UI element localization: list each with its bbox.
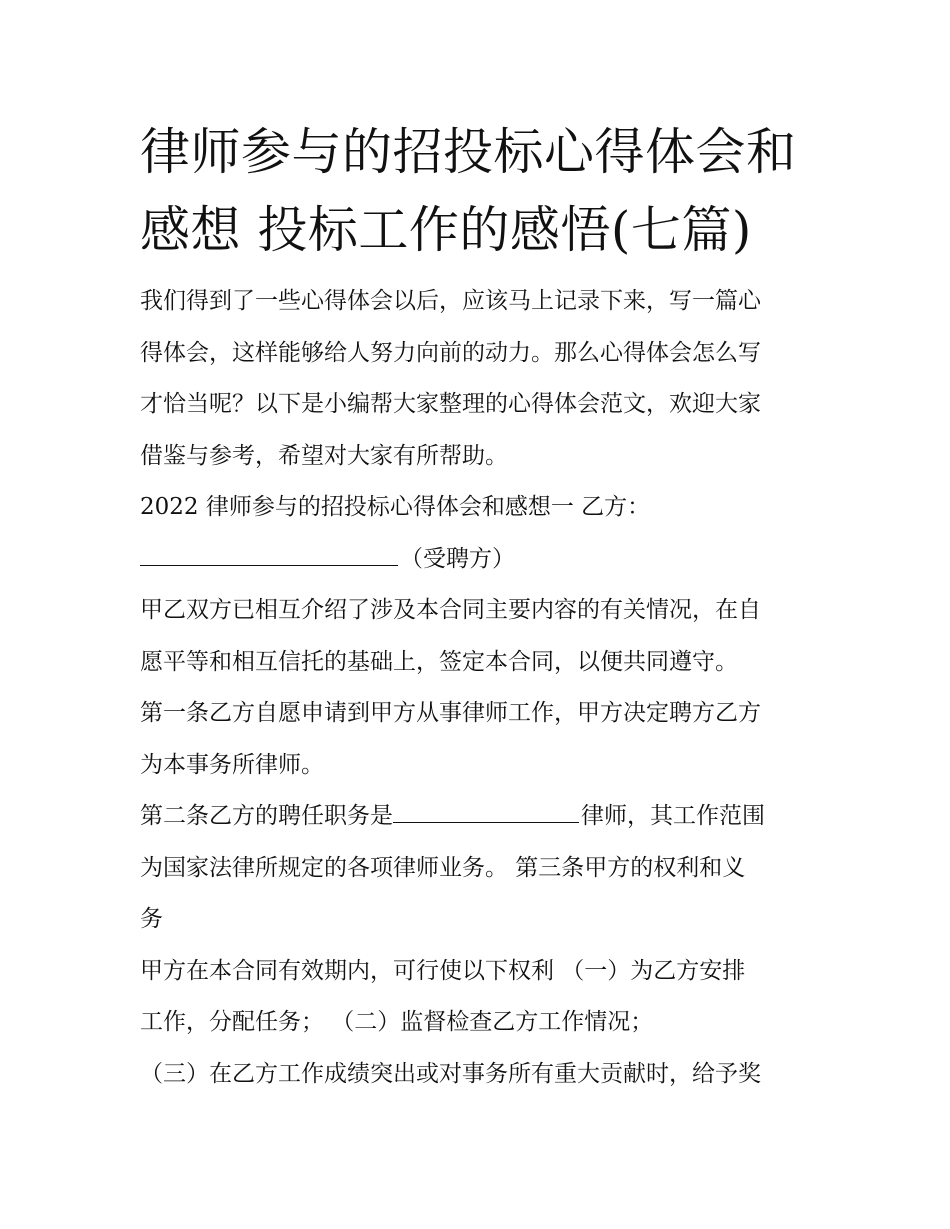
- article-1-line-2: 为本事务所律师。: [140, 751, 324, 778]
- paragraph-line-8: 愿平等和相互信托的基础上，签定本合同，以便共同遵守。: [140, 648, 738, 675]
- position-blank: [393, 800, 579, 823]
- document-body: [140, 276, 820, 1100]
- intro-line-1: 我们得到了一些心得体会以后，应该马上记录下来，写一篇心: [140, 288, 761, 314]
- document-title: [140, 113, 820, 269]
- article-2-line-1: [140, 791, 820, 843]
- article-3-line-1: 务: [140, 906, 163, 932]
- party-b-label: （受聘方）: [400, 545, 515, 572]
- article-2-suffix: 律师，其工作范围: [581, 803, 765, 829]
- intro-line-3: 才恰当呢？以下是小编帮大家整理的心得体会范文，欢迎大家: [140, 391, 761, 417]
- title-line-1: 律师参与的招投标心得体会和: [140, 123, 797, 181]
- article-2-line-2: 为国家法律所规定的各项律师业务。 第三条甲方的权利和义: [140, 854, 746, 881]
- title-line-2: 感想 投标工作的感悟(七篇): [140, 201, 752, 259]
- rights-line-3: （三）在乙方工作成绩突出或对事务所有重大贡献时，给予奖: [140, 1060, 761, 1087]
- section-heading-line: 2022 律师参与的招投标心得体会和感想一 乙方：: [140, 494, 651, 520]
- article-2-prefix: 第二条乙方的聘任职务是: [140, 803, 393, 829]
- rights-line-1: 甲方在本合同有效期内，可行使以下权利 （一）为乙方安排: [140, 957, 746, 984]
- intro-line-4: 借鉴与参考，希望对大家有所帮助。: [140, 442, 508, 469]
- intro-line-2: 得体会，这样能够给人努力向前的动力。那么心得体会怎么写: [140, 339, 761, 366]
- party-b-blank-line: [140, 534, 820, 586]
- party-b-blank: [140, 543, 398, 566]
- paragraph-line-7: 甲乙双方已相互介绍了涉及本合同主要内容的有关情况，在自: [140, 597, 761, 623]
- rights-line-2: 工作，分配任务； （二）监督检查乙方工作情况；: [140, 1009, 654, 1035]
- article-1-line-1: 第一条乙方自愿申请到甲方从事律师工作，甲方决定聘方乙方: [140, 700, 761, 726]
